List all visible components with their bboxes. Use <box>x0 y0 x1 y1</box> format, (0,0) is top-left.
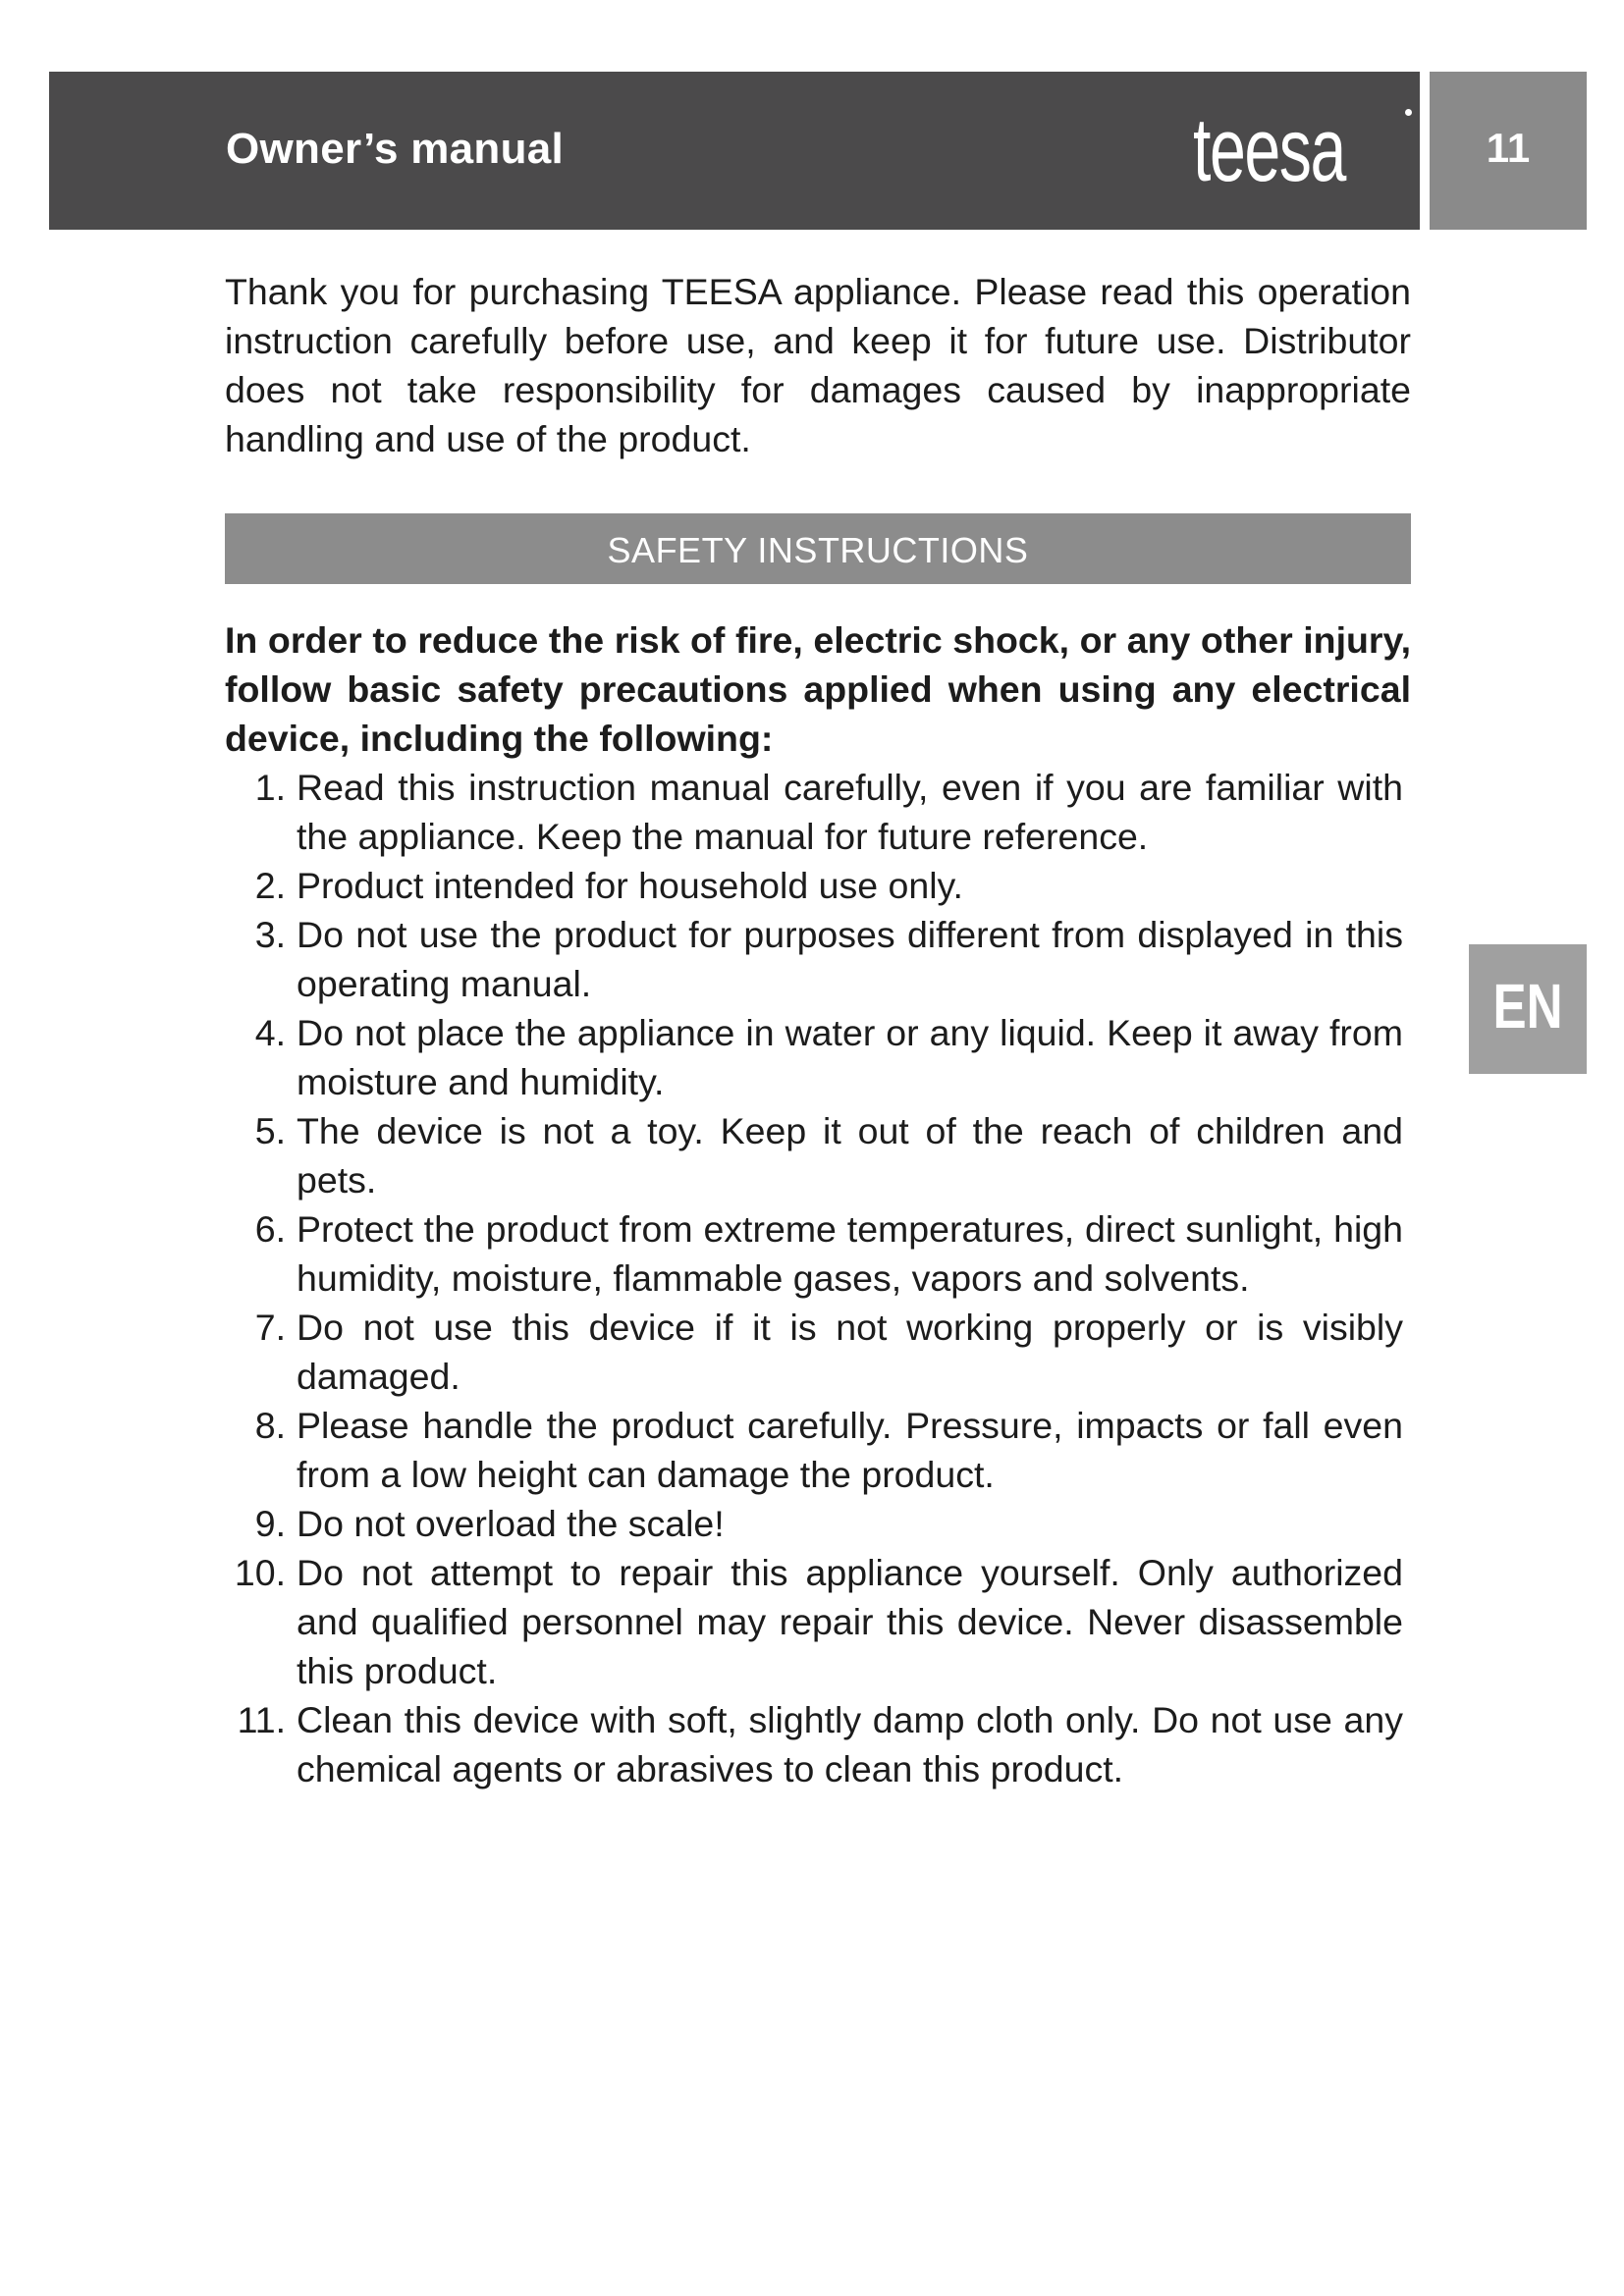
list-item <box>225 1548 1403 1695</box>
document-title: Owner’s manual <box>226 125 565 173</box>
item-number: 7. <box>254 1307 286 1348</box>
intro-paragraph: Thank you for purchasing TEESA appliance. Please read this operation instruction carefully before use, and keep it for future use. Distributor does not take responsibility for damages caused by inappropriate handling and use of the product. <box>225 271 1411 459</box>
page-number-box <box>1430 72 1587 230</box>
item-number: 5. <box>254 1110 286 1151</box>
list-item <box>225 910 1403 1008</box>
language-tab <box>1469 944 1587 1074</box>
item-text: Do not attempt to repair this appliance yourself. Only authorized and qualified personnel may repair this device. Never disassemble this product. <box>297 1552 1403 1691</box>
item-number: 9. <box>254 1503 286 1544</box>
list-item <box>225 1695 1403 1793</box>
item-number: 8. <box>254 1405 286 1446</box>
safety-warning: In order to reduce the risk of fire, electric shock, or any other injury, follow basic safety precautions applied when using any electrical device, including the following: <box>225 619 1411 759</box>
item-text: Product intended for household use only. <box>297 865 963 906</box>
safety-instructions-list <box>225 763 1403 1793</box>
item-text: Read this instruction manual carefully, even if you are familiar with the appliance. Keep the manual for future reference. <box>297 767 1403 857</box>
item-number: 3. <box>254 914 286 955</box>
list-item <box>225 1106 1403 1204</box>
section-heading-bar <box>225 513 1411 584</box>
item-text: Do not use the product for purposes different from displayed in this operating manual. <box>297 914 1403 1004</box>
item-number: 11. <box>237 1699 286 1740</box>
item-text: Please handle the product carefully. Pressure, impacts or fall even from a low height can damage the product. <box>297 1405 1403 1495</box>
language-label: EN <box>1492 971 1563 1041</box>
item-text: Do not use this device if it is not working properly or is visibly damaged. <box>297 1307 1403 1397</box>
list-item <box>225 861 1403 910</box>
list-item <box>225 1008 1403 1106</box>
item-text: Do not overload the scale! <box>297 1503 725 1544</box>
item-number: 4. <box>254 1012 286 1053</box>
header-bar <box>49 72 1420 230</box>
list-item <box>225 763 1403 861</box>
page-number: 11 <box>1486 125 1531 171</box>
item-number: 10. <box>234 1552 286 1593</box>
item-text: Clean this device with soft, slightly damp cloth only. Do not use any chemical agents or abrasives to clean this product. <box>297 1699 1403 1789</box>
item-number: 6. <box>254 1208 286 1250</box>
list-item <box>225 1499 1403 1548</box>
list-item <box>225 1303 1403 1401</box>
item-number: 1. <box>254 767 286 808</box>
list-item <box>225 1401 1403 1499</box>
list-item <box>225 1204 1403 1303</box>
item-text: Protect the product from extreme temperatures, direct sunlight, high humidity, moisture, flammable gases, vapors and solvents. <box>297 1208 1403 1299</box>
item-text: Do not place the appliance in water or any liquid. Keep it away from moisture and humidity. <box>297 1012 1403 1102</box>
item-number: 2. <box>254 865 286 906</box>
section-heading: SAFETY INSTRUCTIONS <box>607 530 1029 570</box>
brand-logo: teesa <box>1193 100 1345 200</box>
logo-accent-mark <box>1405 109 1412 116</box>
item-text: The device is not a toy. Keep it out of the reach of children and pets. <box>297 1110 1403 1201</box>
